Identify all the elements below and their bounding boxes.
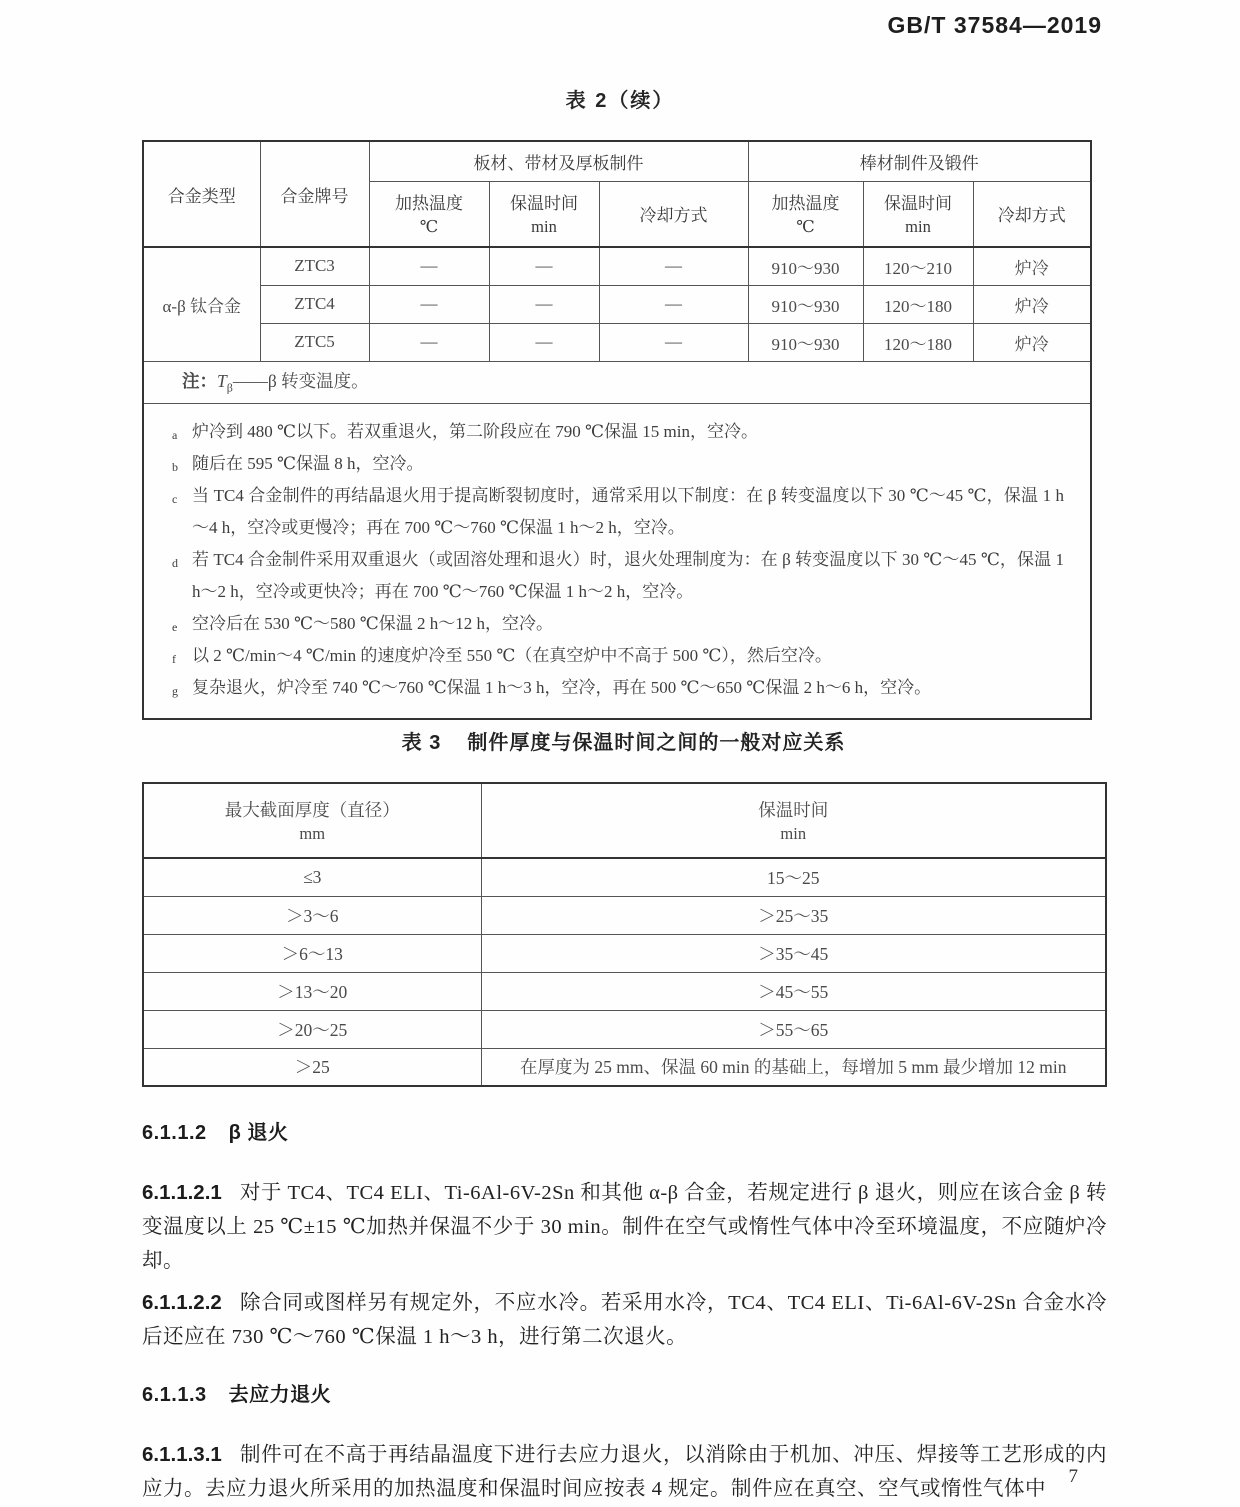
t2-header-alloy-type: 合金类型	[143, 141, 260, 247]
table3-thickness-holding-time	[142, 782, 1107, 1087]
t3-thickness-cell: ＞6～13	[143, 934, 481, 972]
table-footnotes-row	[143, 403, 1091, 719]
t2-header-plate-cooling: 冷却方式	[599, 181, 748, 247]
footnote-item-f	[172, 640, 1064, 672]
table-row	[143, 896, 1106, 934]
t2-bar-time-cell: 120～180	[863, 323, 973, 361]
table-row	[143, 1048, 1106, 1086]
footnote-text: 若 TC4 合金制件采用双重退火（或固溶处理和退火）时，退火处理制度为：在 β 转变温度以下 30 ℃～45 ℃，保温 1 h～2 h，空冷或更快冷；再在 700 ℃～760 ℃保温 1 h～2 h，空冷。	[192, 549, 1065, 601]
beta-transus-symbol: $T_\beta$	[217, 371, 233, 395]
footnote-text: 空冷后在 530 ℃～580 ℃保温 2 h～12 h，空冷。	[192, 613, 554, 633]
table3-caption-label: 表 3	[401, 732, 442, 754]
footnote-text: 炉冷到 480 ℃以下。若双重退火，第二阶段应在 790 ℃保温 15 min，空冷。	[192, 421, 758, 441]
clause-title: β 退火	[228, 1122, 289, 1144]
clause-title: 去应力退火	[228, 1384, 332, 1406]
t2-header-plate-hold-time: 保温时间 min	[489, 181, 599, 247]
clause-body: 除合同或图样另有规定外，不应水冷。若采用水冷，TC4、TC4 ELI、Ti-6Al-6V-2Sn 合金水冷后还应在 730 ℃～760 ℃保温 1 h～3 h，进行第二次退火。	[142, 1292, 1107, 1348]
t3-time-cell: ＞55～65	[481, 1010, 1106, 1048]
t2-grade-cell: ZTC5	[260, 323, 369, 361]
footnote-mark: c	[172, 491, 178, 506]
t2-bar-time-cell: 120～180	[863, 285, 973, 323]
clause-para-6-1-1-2-1	[142, 1176, 1107, 1278]
t2-header-bar-heat-temp: 加热温度 ℃	[748, 181, 863, 247]
table3-caption	[142, 726, 1105, 755]
footnote-item-d	[172, 544, 1065, 608]
t2-header-bar-hold-time: 保温时间 min	[863, 181, 973, 247]
t2-header-plate-heat-temp: 加热温度 ℃	[369, 181, 489, 247]
table2-footnotes	[143, 403, 1091, 719]
clause-body: 对于 TC4、TC4 ELI、Ti-6Al-6V-2Sn 和其他 α-β 合金，若规定进行 β 退火，则应在该合金 β 转变温度以上 25 ℃±15 ℃加热并保温不少于 30 min。制件在空气或惰性气体中冷至环境温度，不应随炉冷却。	[142, 1182, 1107, 1272]
t3-time-cell: ＞45～55	[481, 972, 1106, 1010]
t2-plate-temp-cell: —	[369, 323, 489, 361]
t3-thickness-cell: ＞3～6	[143, 896, 481, 934]
note-label: 注：	[182, 371, 217, 392]
t2-bar-cool-cell: 炉冷	[973, 323, 1091, 361]
footnote-text: 当 TC4 合金制件的再结晶退火用于提高断裂韧度时，通常采用以下制度：在 β 转变温度以下 30 ℃～45 ℃，保温 1 h～4 h，空冷或更慢冷；再在 700 ℃～760 ℃保温 1 h～2 h，空冷。	[192, 485, 1065, 537]
clause-heading-6-1-1-2	[142, 1116, 1107, 1150]
footnote-mark: a	[172, 427, 178, 442]
t2-header-group-bar: 棒材制件及锻件	[748, 141, 1091, 181]
t2-plate-cool-cell: —	[599, 323, 748, 361]
footnote-mark: d	[172, 555, 178, 570]
t3-time-cell: ＞25～35	[481, 896, 1106, 934]
t2-bar-temp-cell: 910～930	[748, 285, 863, 323]
t3-header-thickness: 最大截面厚度（直径） mm	[143, 783, 481, 858]
footnote-mark: f	[172, 651, 176, 666]
table-row	[143, 1010, 1106, 1048]
t2-grade-cell: ZTC3	[260, 247, 369, 285]
footnote-mark: g	[172, 683, 178, 698]
table3-caption-title: 制件厚度与保温时间之间的一般对应关系	[467, 732, 846, 754]
table-row	[143, 247, 1091, 285]
table2-caption: 表 2（续）	[565, 90, 675, 112]
t2-plate-time-cell: —	[489, 247, 599, 285]
footnote-item-a	[172, 416, 1064, 448]
t3-time-cell: ＞35～45	[481, 934, 1106, 972]
t2-header-group-plate: 板材、带材及厚板制件	[369, 141, 748, 181]
table-row	[143, 934, 1106, 972]
t2-grade-cell: ZTC4	[260, 285, 369, 323]
clause-number: 6.1.1.2.2	[142, 1291, 222, 1314]
footnote-mark: b	[172, 459, 178, 474]
t2-plate-temp-cell: —	[369, 285, 489, 323]
clause-number: 6.1.1.2	[142, 1122, 207, 1144]
footnote-text: 以 2 ℃/min～4 ℃/min 的速度炉冷至 550 ℃（在真空炉中不高于 500 ℃），然后空冷。	[192, 645, 832, 665]
t2-plate-temp-cell: —	[369, 247, 489, 285]
t2-header-bar-cooling: 冷却方式	[973, 181, 1091, 247]
table-row	[143, 858, 1106, 896]
t2-bar-temp-cell: 910～930	[748, 247, 863, 285]
footnote-item-b	[172, 448, 1064, 480]
t2-plate-time-cell: —	[489, 323, 599, 361]
clause-body: 制件可在不高于再结晶温度下进行去应力退火，以消除由于机加、冲压、焊接等工艺形成的内应力。去应力退火所采用的加热温度和保温时间应按表 4 规定。制件应在真空、空气或惰性气体中	[142, 1444, 1107, 1500]
table-row	[143, 972, 1106, 1010]
t3-thickness-cell: ＞25	[143, 1048, 481, 1086]
clause-heading-6-1-1-3	[142, 1378, 1107, 1412]
note-text: ——β 转变温度。	[232, 371, 369, 392]
footnote-text: 随后在 595 ℃保温 8 h，空冷。	[192, 453, 424, 473]
clause-number: 6.1.1.2.1	[142, 1181, 222, 1204]
footnote-item-g	[172, 672, 1064, 704]
clause-text-block	[142, 1116, 1107, 1507]
t2-plate-cool-cell: —	[599, 285, 748, 323]
clause-para-6-1-1-3-1	[142, 1438, 1107, 1506]
t2-bar-time-cell: 120～210	[863, 247, 973, 285]
t2-bar-cool-cell: 炉冷	[973, 247, 1091, 285]
clause-number: 6.1.1.3.1	[142, 1443, 222, 1466]
table2-annealing-parameters	[142, 140, 1092, 720]
table-row	[143, 323, 1091, 361]
t2-plate-cool-cell: —	[599, 247, 748, 285]
standard-code: GB/T 37584—2019	[887, 12, 1102, 38]
clause-para-6-1-1-2-2	[142, 1286, 1107, 1354]
table2-note	[143, 361, 1091, 403]
table-row	[143, 285, 1091, 323]
clause-number: 6.1.1.3	[142, 1384, 207, 1406]
footnote-item-e	[172, 608, 1064, 640]
t3-header-holding-time: 保温时间 min	[481, 783, 1106, 858]
t2-bar-cool-cell: 炉冷	[973, 285, 1091, 323]
footnote-text: 复杂退火，炉冷至 740 ℃～760 ℃保温 1 h～3 h，空冷，再在 500 ℃～650 ℃保温 2 h～6 h，空冷。	[192, 677, 932, 697]
t3-thickness-cell: ＞13～20	[143, 972, 481, 1010]
footnote-item-c	[172, 480, 1065, 544]
page-number: 7	[1068, 1466, 1078, 1487]
t3-time-cell: 15～25	[481, 858, 1106, 896]
t2-plate-time-cell: —	[489, 285, 599, 323]
t2-header-alloy-grade: 合金牌号	[260, 141, 369, 247]
t3-time-cell: 在厚度为 25 mm、保温 60 min 的基础上，每增加 5 mm 最少增加 12 min	[481, 1048, 1106, 1086]
t2-bar-temp-cell: 910～930	[748, 323, 863, 361]
table-note-row	[143, 361, 1091, 403]
t3-thickness-cell: ≤3	[143, 858, 481, 896]
footnote-mark: e	[172, 619, 178, 634]
t3-thickness-cell: ＞20～25	[143, 1010, 481, 1048]
t2-alloy-type-cell: α-β 钛合金	[143, 247, 260, 361]
